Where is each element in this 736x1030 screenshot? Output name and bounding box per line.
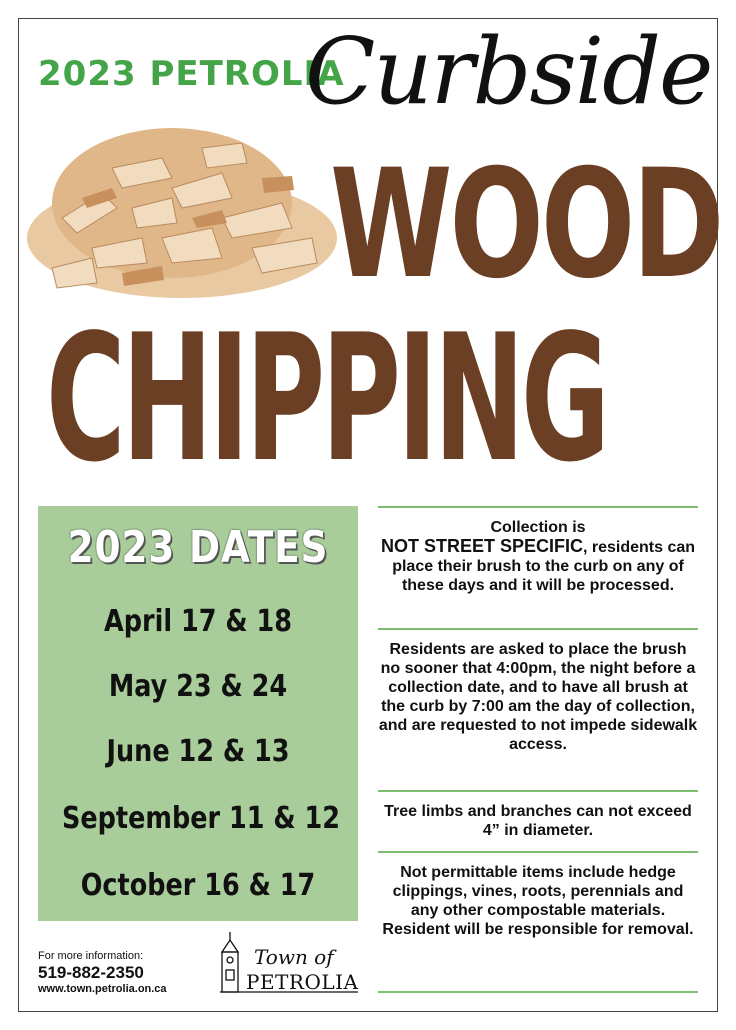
divider [378, 851, 698, 853]
divider [378, 991, 698, 993]
divider [378, 506, 698, 508]
date-item: September 11 & 12 [62, 801, 340, 836]
logo-petrolia: PETROLIA [246, 970, 359, 994]
date-item: May 23 & 24 [108, 669, 288, 704]
year-town-title: 2023 PETROLIA [38, 54, 345, 94]
website-link[interactable]: www.town.petrolia.on.ca [38, 983, 167, 995]
divider [378, 628, 698, 630]
date-item: June 12 & 13 [106, 734, 290, 769]
info-collection-line1: Collection is [490, 519, 586, 536]
dates-heading: 2023 DATES [67, 522, 329, 573]
chipping-title: CHIPPING [46, 298, 607, 501]
logo-town-of: Town of [254, 945, 334, 969]
info-block-collection [378, 518, 698, 595]
phone-number[interactable]: 519-882-2350 [38, 963, 144, 982]
more-info-label: For more information: [38, 950, 144, 962]
wood-chips-image [22, 98, 342, 308]
wood-title: WOOD [330, 138, 722, 312]
dates-panel [38, 506, 358, 921]
info-collection-rest: , residents can place their brush to the curb on any of these days and it will be processed. [392, 539, 696, 594]
info-block-excluded: Not permittable items include hedge clippings, vines, roots, perennials and any other compostable materials. Resident will be responsible for removal. [382, 864, 694, 938]
info-not-street-specific: NOT STREET SPECIFIC [380, 536, 583, 556]
date-item: April 17 & 18 [104, 604, 292, 639]
date-item: October 16 & 17 [80, 868, 316, 903]
curbside-script-title: Curbside [305, 18, 712, 125]
divider [378, 790, 698, 792]
info-block-timing: Residents are asked to place the brush no sooner that 4:00pm, the night before a collection date, and to have all brush at the curb by 7:00 am the day of collection, and are requested to not impede sidewalk access. [378, 641, 698, 753]
info-block-size: Tree limbs and branches can not exceed 4” in diameter. [384, 803, 692, 839]
